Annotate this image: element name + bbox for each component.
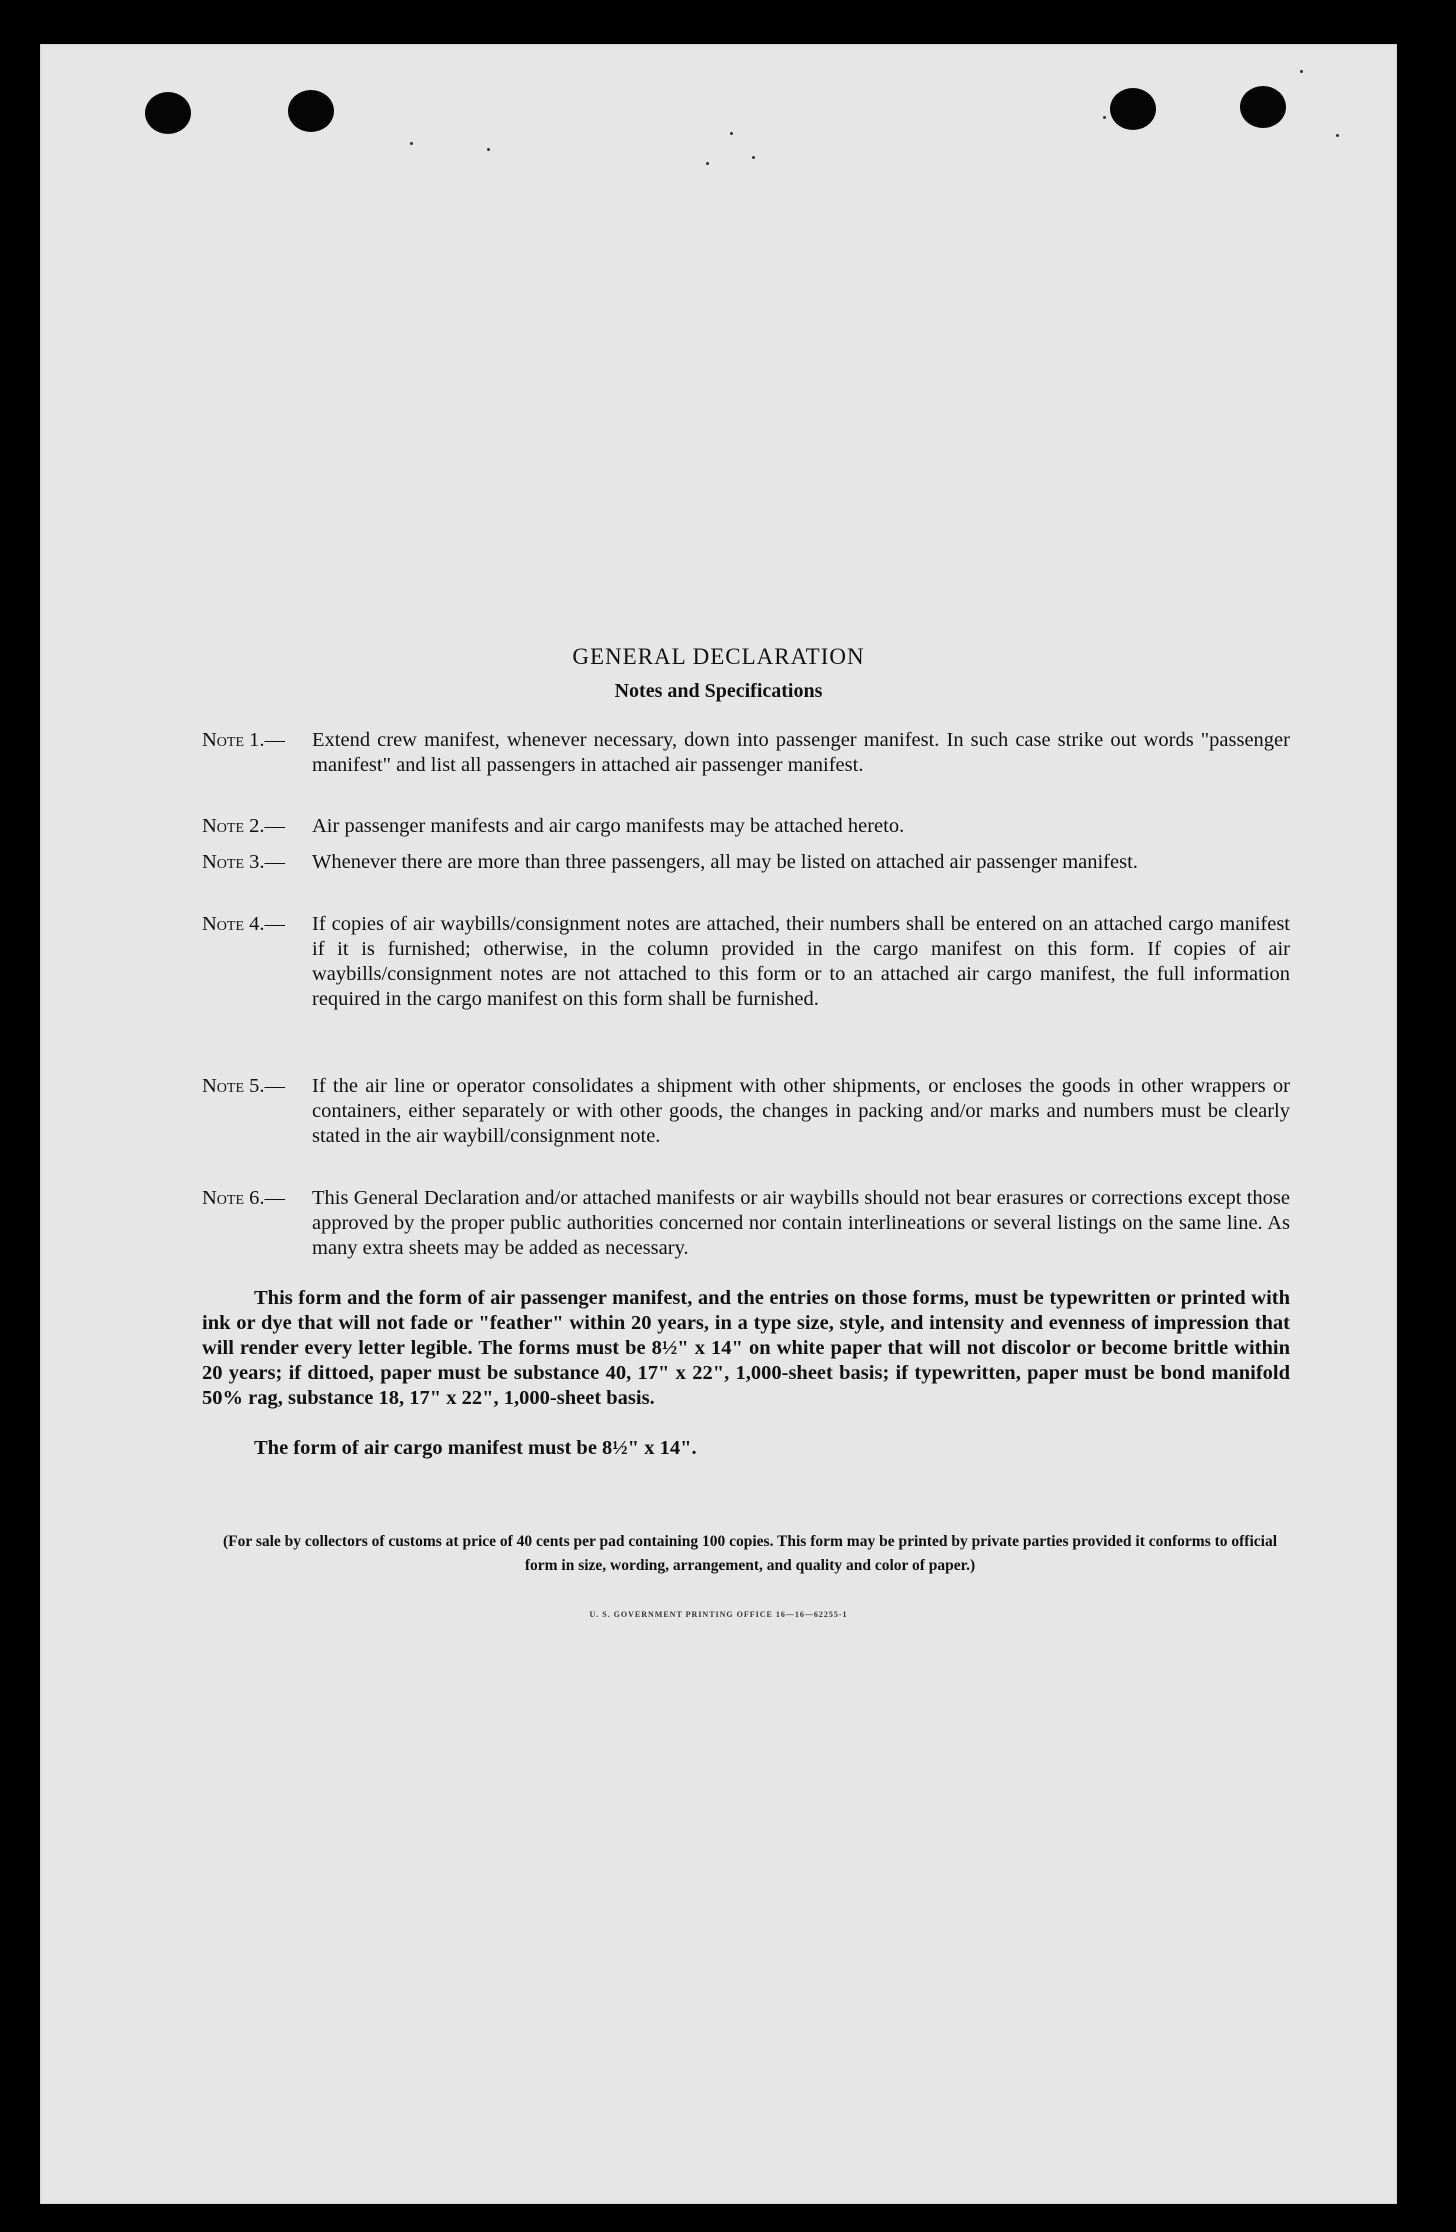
note-text: Whenever there are more than three passengers, all may be listed on attached air passenger manifest. (312, 851, 1138, 873)
document-page (40, 44, 1397, 2204)
note-6 (202, 1186, 1290, 1261)
note-text: If the air line or operator consolidates a shipment with other shipments, or encloses the goods in other wrappers or containers, either separately or with other goods, the changes in packing and/or marks and numbers must be clearly stated in the air waybill/consignment note. (312, 1075, 1290, 1147)
punch-hole-icon (145, 92, 191, 134)
note-text: Air passenger manifests and air cargo manifests may be attached hereto. (312, 815, 905, 837)
note-3 (202, 850, 1290, 875)
page-subtitle: Notes and Specifications (614, 680, 823, 702)
speck-icon (487, 148, 490, 151)
note-text: This General Declaration and/or attached manifests or air waybills should not bear erasures or corrections except those approved by the proper public authorities concerned nor contain interlineations or several listings on the same line. As many extra sheets may be added as necessary. (312, 1187, 1290, 1259)
note-4 (202, 912, 1290, 1012)
note-1 (202, 728, 1290, 778)
note-label: Note 1.— (202, 729, 286, 751)
speck-icon (706, 162, 709, 165)
speck-icon (1336, 134, 1339, 137)
punch-hole-icon (1110, 88, 1156, 130)
note-text: If copies of air waybills/consignment notes are attached, their numbers shall be entered on an attached cargo manifest if it is furnished; otherwise, in the column provided in the cargo manifest on this form. If copies of air waybills/consignment notes are not attached to this form or to an attached air cargo manifest, the full information required in the cargo manifest on this form shall be furnished. (312, 913, 1290, 1010)
speck-icon (752, 156, 755, 159)
note-label: Note 3.— (202, 851, 286, 873)
note-label: Note 6.— (202, 1187, 286, 1209)
page-title: GENERAL DECLARATION (572, 644, 865, 669)
cargo-manifest-text: The form of air cargo manifest must be 8½" x 14". (254, 1437, 697, 1459)
punch-hole-icon (1240, 86, 1286, 128)
note-label: Note 2.— (202, 815, 286, 837)
specification-text: This form and the form of air passenger manifest, and the entries on those forms, must be typewritten or printed with ink or dye that will not fade or "feather" within 20 years, in a type size, style, and intensity and evenness of impression that will render every letter legible. The forms must be 8½" x 14" on white paper that will not discolor or become brittle within 20 years; if dittoed, paper must be substance 40, 17" x 22", 1,000-sheet basis; if typewritten, paper must be bond manifold 50% rag, substance 18, 17" x 22", 1,000-sheet basis. (202, 1287, 1290, 1409)
speck-icon (730, 132, 733, 135)
note-label: Note 4.— (202, 913, 286, 935)
speck-icon (1103, 116, 1106, 119)
printing-office-line: U. S. GOVERNMENT PRINTING OFFICE 16—16—62255-1 (589, 1610, 848, 1619)
cargo-manifest-line (202, 1436, 1290, 1461)
specification-paragraph (202, 1286, 1290, 1411)
note-2 (202, 814, 1290, 839)
note-text: Extend crew manifest, whenever necessary, down into passenger manifest. In such case strike out words "passenger manifest" and list all passengers in attached air passenger manifest. (312, 729, 1290, 776)
speck-icon (1300, 70, 1303, 73)
note-label: Note 5.— (202, 1075, 286, 1097)
punch-hole-icon (288, 90, 334, 132)
sale-notice: (For sale by collectors of customs at price of 40 cents per pad containing 100 copies. This form may be printed by private parties provided it conforms to official form in size, wording, arrangement, and quality and color of paper.) (222, 1533, 1278, 1574)
note-5 (202, 1074, 1290, 1149)
speck-icon (410, 142, 413, 145)
